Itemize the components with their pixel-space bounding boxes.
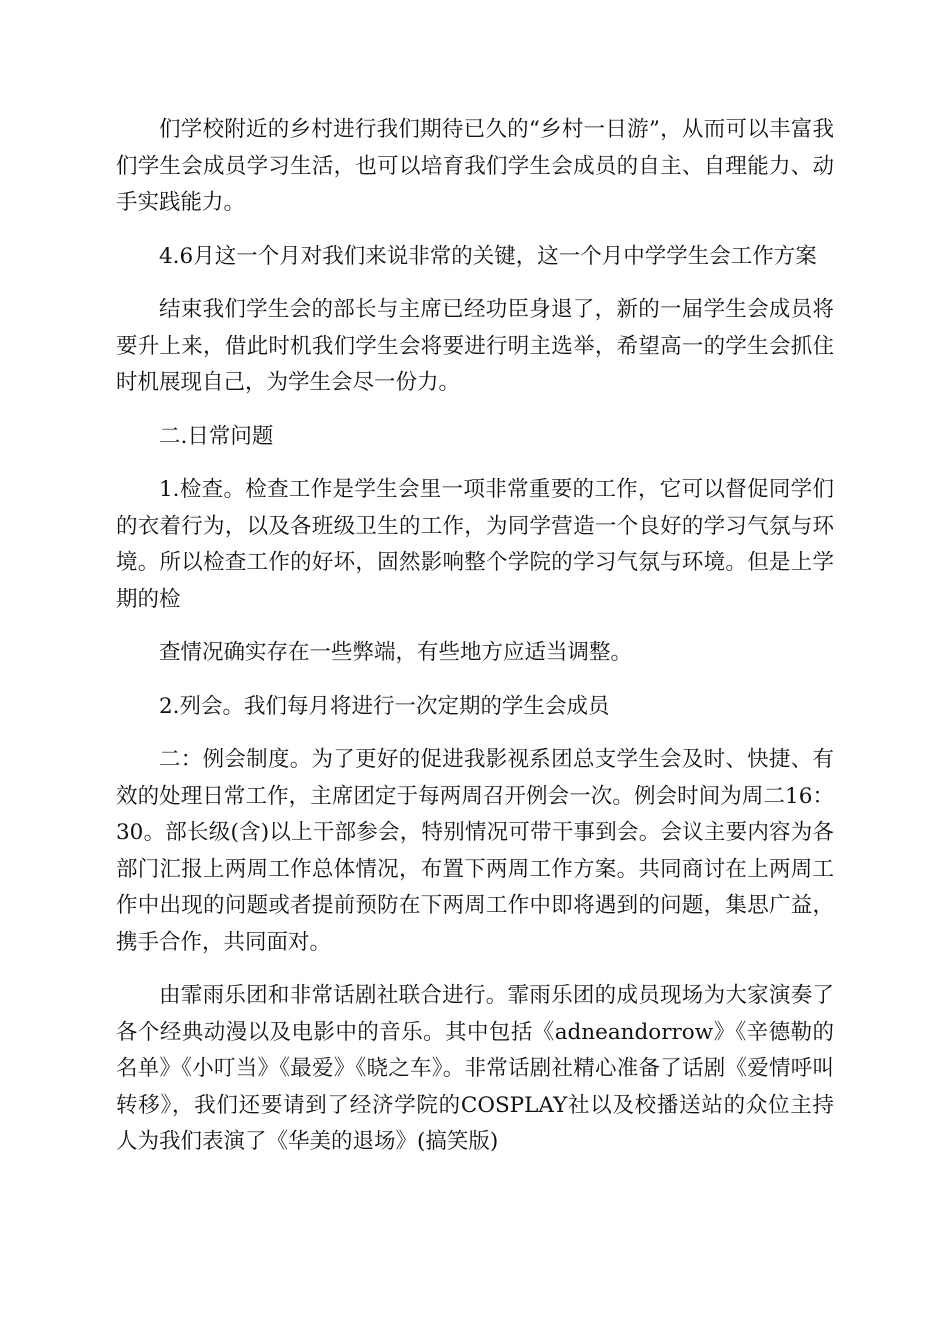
paragraph-performance: 由霏雨乐团和非常话剧社联合进行。霏雨乐团的成员现场为大家演奏了各个经典动漫以及电影中的音乐。其中包括《adneandorrow》《辛德勒的名单》《小叮当》《最爱》《晓之车》。非常话剧社精心准备了话剧《爱情呼叫转移》，我们还要请到了经济学院的COSPLAY社以及校播送站的众位主持人为我们表演了《华美的退场》(搞笑版) [116, 983, 834, 1154]
paragraph-june-plan: 4.6月这一个月对我们来说非常的关键，这一个月中学学生会工作方案 [159, 243, 817, 269]
paragraph-regular-meeting: 2.列会。我们每月将进行一次定期的学生会成员 [159, 693, 610, 719]
paragraph-election: 结束我们学生会的部长与主席已经功臣身退了，新的一届学生会成员将要升上来，借此时机我们学生会将要进行明主选举，希望高一的学生会抓住时机展现自己，为学生会尽一份力。 [116, 297, 834, 395]
paragraph-inspection: 1.检查。检查工作是学生会里一项非常重要的工作，它可以督促同学们的衣着行为，以及各班级卫生的工作，为同学营造一个良好的学习气氛与环境。所以检查工作的好坏，固然影响整个学院的学习气氛与环境。但是上学期的检 [116, 477, 834, 612]
document-page [116, 112, 834, 1178]
section-heading-daily-issues: 二.日常问题 [159, 423, 274, 449]
paragraph-rural-trip: 们学校附近的乡村进行我们期待已久的“乡村一日游”，从而可以丰富我们学生会成员学习生活，也可以培育我们学生会成员的自主、自理能力、动手实践能力。 [116, 117, 834, 215]
paragraph-inspection-continued: 查情况确实存在一些弊端，有些地方应适当调整。 [159, 640, 633, 665]
paragraph-meeting-system: 二：例会制度。为了更好的促进我影视系团总支学生会及时、快捷、有效的处理日常工作，主席团定于每两周召开例会一次。例会时间为周二16：30。部长级(含)以上干部参会，特别情况可带干事到会。会议主要内容为各部门汇报上两周工作总体情况，布置下两周工作方案。共同商讨在上两周工作中出现的问题或者提前预防在下两周工作中即将遇到的问题，集思广益，携手合作，共同面对。 [116, 747, 834, 955]
